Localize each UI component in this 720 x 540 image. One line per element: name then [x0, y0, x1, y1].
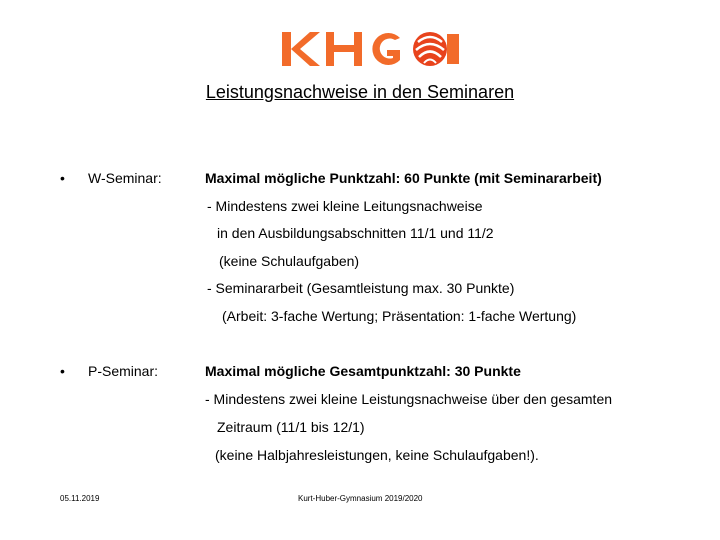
text-line: - Seminararbeit (Gesamtleistung max. 30 Punkte) — [207, 280, 515, 296]
text-line: - Mindestens zwei kleine Leistungsnachweise über den gesamten — [205, 391, 613, 407]
footer-school: Kurt-Huber-Gymnasium 2019/2020 — [298, 494, 423, 503]
footer-date: 05.11.2019 — [60, 494, 100, 503]
text-line: (keine Halbjahresleistungen, keine Schulaufgaben!). — [215, 447, 539, 463]
seminar-headline-p: Maximal mögliche Gesamtpunktzahl: 30 Punkte — [205, 363, 521, 379]
seminar-name-w: W-Seminar: — [88, 170, 162, 186]
seminar-headline-w: Maximal mögliche Punktzahl: 60 Punkte (mit Seminararbeit) — [205, 170, 602, 186]
text-line: Zeitraum (11/1 bis 12/1) — [217, 419, 365, 435]
khg-logo-mark — [280, 28, 460, 70]
text-line: (Arbeit: 3-fache Wertung; Präsentation: 1-fache Wertung) — [222, 308, 577, 324]
page-title: Leistungsnachweise in den Seminaren — [205, 82, 515, 102]
bullet: • — [60, 363, 65, 379]
seminar-name-p: P-Seminar: — [88, 363, 159, 379]
text-line: in den Ausbildungsabschnitten 11/1 und 11/2 — [217, 225, 494, 241]
bullet: • — [60, 170, 65, 186]
khg-logo — [280, 28, 460, 70]
text-line: - Mindestens zwei kleine Leitungsnachweise — [207, 198, 483, 214]
text-line: (keine Schulaufgaben) — [219, 253, 360, 269]
rose-icon — [413, 32, 447, 66]
